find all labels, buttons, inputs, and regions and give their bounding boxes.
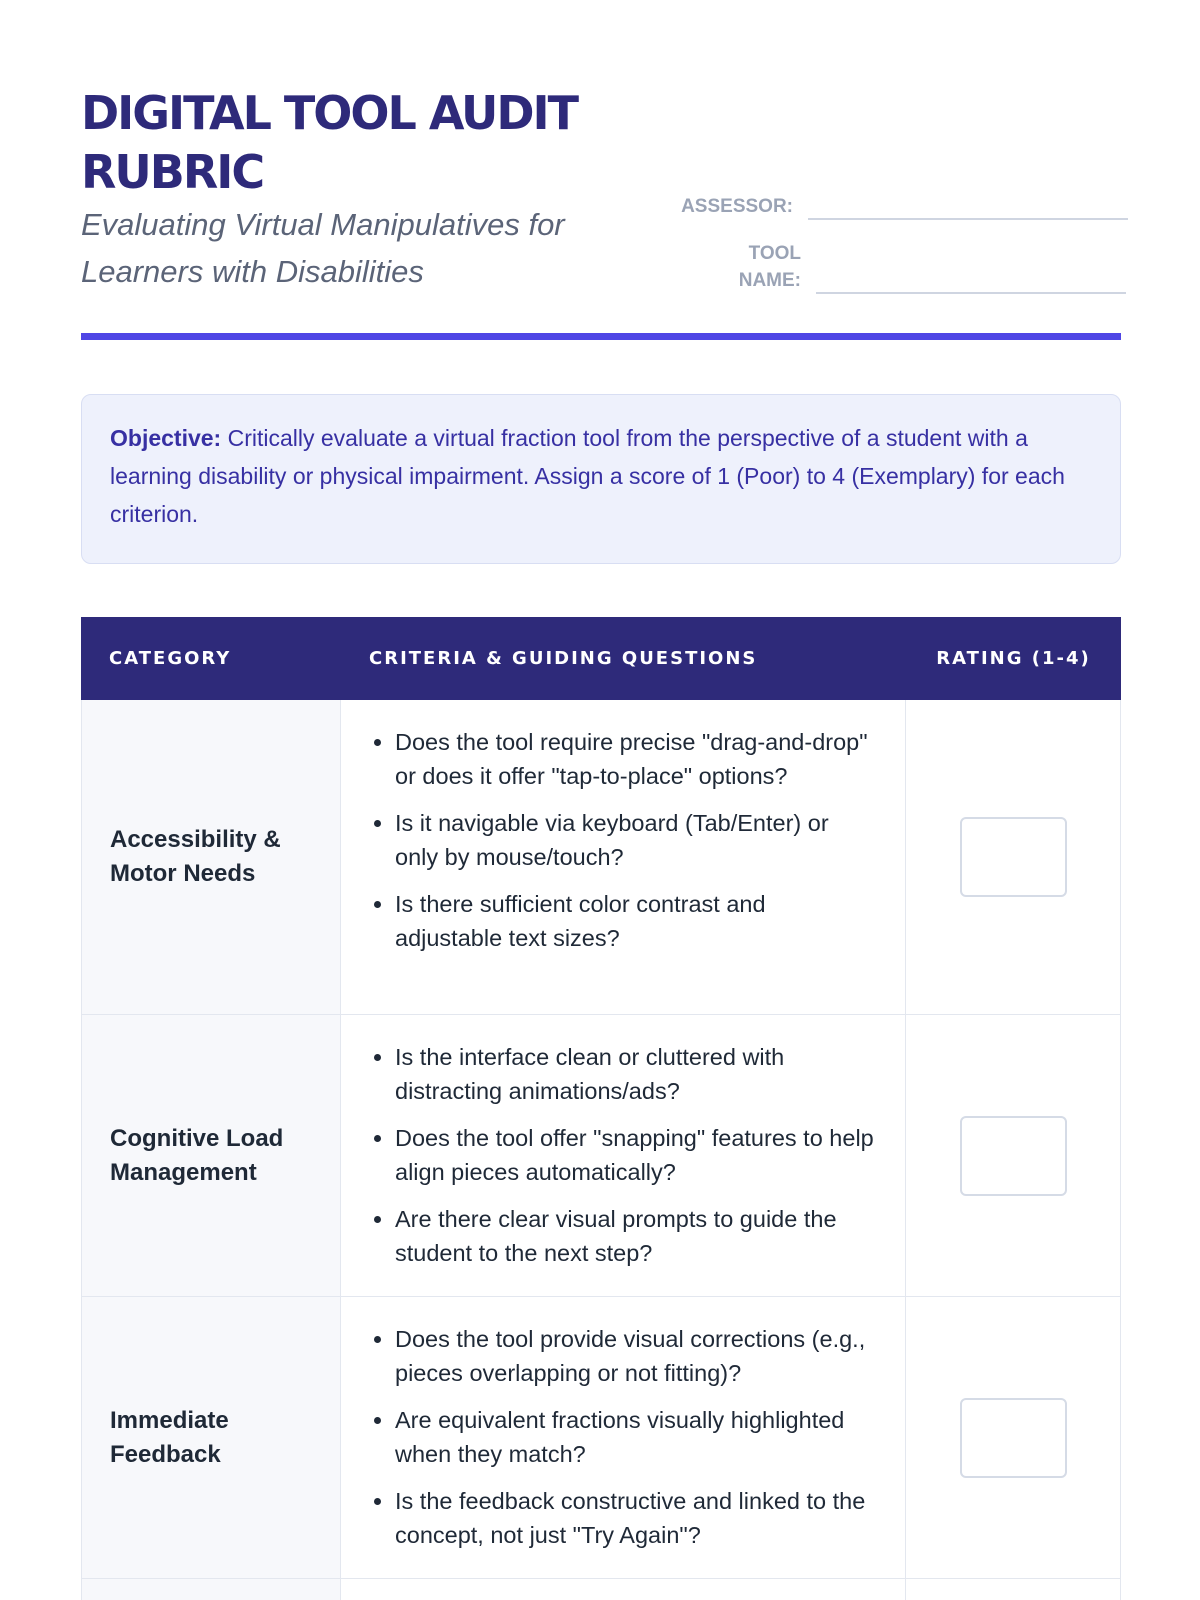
table-header bbox=[81, 617, 1121, 700]
criteria-item: • Is the feedback constructive and linked to the concept, not just "Try Again"? bbox=[395, 1484, 877, 1552]
assessor-field bbox=[673, 193, 1128, 220]
tool-name-label: TOOL NAME: bbox=[738, 243, 801, 291]
assessor-input-line[interactable] bbox=[808, 218, 1128, 220]
criteria-item: • Are there clear visual prompts to guide the student to the next step? bbox=[395, 1202, 877, 1270]
criteria-item: • Does the tool offer "snapping" features to help align pieces automatically? bbox=[395, 1121, 877, 1189]
tool-name-input-line[interactable] bbox=[816, 292, 1126, 294]
category-cell: Immediate Feedback bbox=[81, 1297, 341, 1578]
table-row bbox=[81, 700, 1121, 1015]
objective-text: Critically evaluate a virtual fraction tool from the perspective of a student with a learning disability or physical impairment. Assign a score of 1 (Poor) to 4 (Exemplary) for each criterion. bbox=[110, 425, 1065, 527]
table-row bbox=[81, 1015, 1121, 1297]
rating-input-box[interactable] bbox=[960, 1116, 1067, 1196]
criteria-item: • Does the tool require precise "drag-and-drop" or does it offer "tap-to-place" options? bbox=[395, 725, 877, 793]
criteria-cell bbox=[341, 1579, 906, 1600]
rating-cell bbox=[906, 1015, 1121, 1296]
criteria-cell bbox=[341, 700, 906, 1014]
header-rating: RATING (1-4) bbox=[936, 648, 1091, 669]
rating-cell bbox=[906, 700, 1121, 1014]
objective-box bbox=[81, 394, 1121, 564]
page-title: DIGITAL TOOL AUDIT RUBRIC bbox=[81, 86, 578, 199]
category-cell: Accessibility & Motor Needs bbox=[81, 700, 341, 1014]
criteria-list bbox=[395, 725, 877, 955]
criteria-cell bbox=[341, 1297, 906, 1578]
tool-name-field bbox=[721, 240, 1126, 294]
rubric-page bbox=[81, 0, 1121, 1548]
criteria-item: • Is it navigable via keyboard (Tab/Enter) or only by mouse/touch? bbox=[395, 806, 877, 874]
rating-input-box[interactable] bbox=[960, 817, 1067, 897]
criteria-list bbox=[395, 1040, 877, 1270]
header bbox=[81, 0, 1121, 342]
criteria-list bbox=[395, 1322, 877, 1552]
header-divider bbox=[81, 333, 1121, 340]
criteria-item: • Are equivalent fractions visually highlighted when they match? bbox=[395, 1403, 877, 1471]
rating-cell bbox=[906, 1579, 1121, 1600]
table-row bbox=[81, 1297, 1121, 1579]
rating-input-box[interactable] bbox=[960, 1398, 1067, 1478]
table-row bbox=[81, 1579, 1121, 1600]
criteria-item: • Is there sufficient color contrast and adjustable text sizes? bbox=[395, 887, 877, 955]
criteria-item: • Does the tool provide visual corrections (e.g., pieces overlapping or not fitting)? bbox=[395, 1322, 877, 1390]
assessor-label: ASSESSOR: bbox=[681, 196, 793, 217]
category-cell: Cognitive Load Management bbox=[81, 1015, 341, 1296]
objective-label: Objective: bbox=[110, 425, 222, 451]
page-subtitle: Evaluating Virtual Manipulatives for Learners with Disabilities bbox=[81, 207, 565, 289]
rating-cell bbox=[906, 1297, 1121, 1578]
rubric-table bbox=[81, 617, 1121, 1600]
header-category: CATEGORY bbox=[109, 648, 232, 669]
criteria-item: • Is the interface clean or cluttered with distracting animations/ads? bbox=[395, 1040, 877, 1108]
criteria-cell bbox=[341, 1015, 906, 1296]
category-cell bbox=[81, 1579, 341, 1600]
header-criteria: CRITERIA & GUIDING QUESTIONS bbox=[369, 648, 758, 669]
